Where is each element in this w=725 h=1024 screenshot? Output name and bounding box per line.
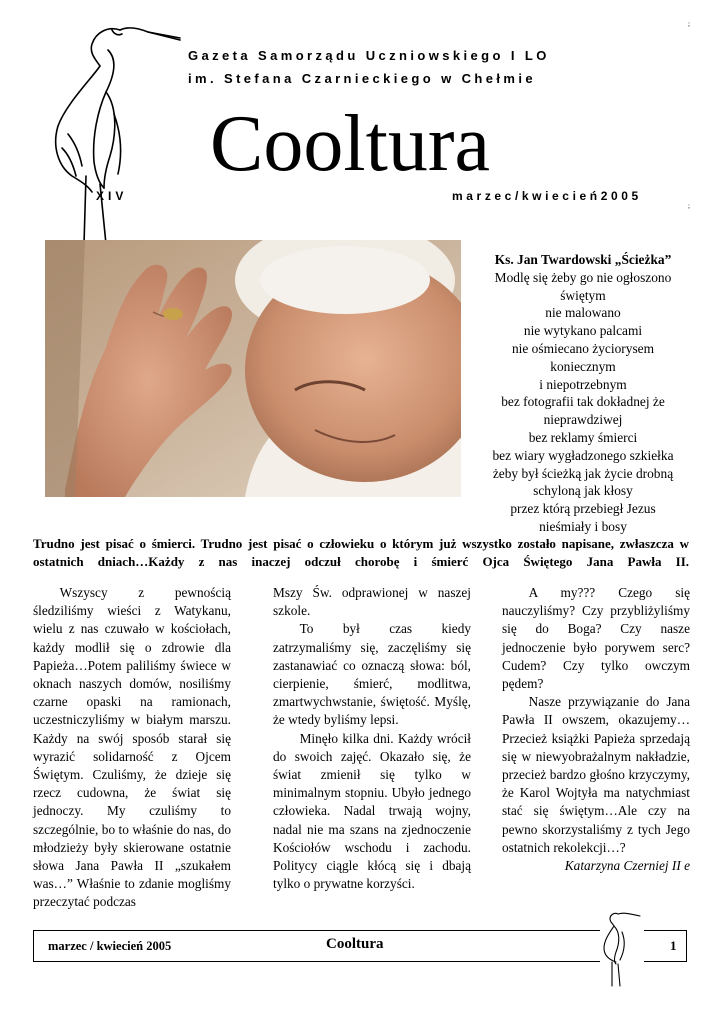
heron-logo: [48, 16, 198, 246]
poem-line: i niepotrzebnym: [539, 376, 627, 392]
poem-line: nie malowano: [545, 305, 621, 321]
issue-date: marzec/kwiecień2005: [452, 189, 642, 203]
header-line-1: Gazeta Samorządu Uczniowskiego I LO: [188, 48, 550, 63]
poem-line: nie wytykano palcami: [523, 323, 643, 339]
poem-line: nieśmiały i bosy: [539, 518, 627, 534]
poem-line: bez fotografii tak dokładnej że: [501, 394, 665, 410]
footer-title: Cooltura: [326, 936, 384, 952]
corner-mark: ;: [688, 20, 690, 28]
issue-number: XIV: [96, 189, 128, 203]
heron-small-icon: [600, 908, 644, 988]
poem-line: nieprawdziwej: [543, 412, 623, 428]
paragraph: Wszyscy z pewnością śledziliśmy wieści z Watykanu, wielu z nas czuwało w kościołach, każdy modlił się o zdrowie dla Papieża…Potem paliliśmy świece w oknach naszych domów, nosiliśmy czarne opaski na ramionach, uczestniczyliśmy w białym marszu. Każdy na swój sposób starał się wyrazić solidarność z Ojcem Świętym. Czuliśmy, że dzieje się rzecz cudowna, że świat się jednoczy. My czuliśmy to szczególnie, bo to właśnie do nas, do młodzieży były skierowane ostatnie słowa Jana Pawła II „szukałem was…” Właśnie to zdanie mogliśmy przeczytać podczas: [33, 585, 231, 910]
paragraph: Mszy Św. odprawionej w naszej szkole.: [273, 585, 471, 619]
article-column-3: [502, 584, 690, 875]
pope-photo: [45, 240, 461, 497]
page-footer: [33, 930, 687, 962]
author-signature: Katarzyna Czerniej II e: [564, 858, 690, 874]
poem-line: przez którą przebiegł Jezus: [510, 501, 656, 517]
poem-line: nie ośmiecano życiorysem: [511, 340, 655, 356]
paragraph: Nasze przywiązanie do Jana Pawła II owszem, okazujemy…Przecież książki Papieża sprzedają się w niewyobrażalnym nakładzie, przecież bardzo głośno krzyczymy, że Karol Wojtyła ma natychmiast stać się świętym…Ale czy na pewno skorzystaliśmy z tych Jego ostatnich rekolekcji…?: [502, 694, 690, 855]
paragraph: To był czas kiedy zatrzymaliśmy się, zaczęliśmy się zastanawiać co oznaczą słowa: ból, cierpienie, śmierć, modlitwa, zmartwychwstanie, świętość. Myślę, że wtedy byliśmy lepsi.: [273, 621, 471, 728]
header-line-2: im. Stefana Czarnieckiego w Chełmie: [188, 71, 537, 86]
page-number: 1: [670, 938, 677, 953]
poem-title: Ks. Jan Twardowski „Ścieżka”: [494, 252, 672, 267]
poem-line: bez reklamy śmierci: [528, 429, 638, 445]
article-column-2: [273, 584, 471, 893]
paragraph: A my??? Czego się nauczyliśmy? Czy przybliżyliśmy się do Boga? Czy nasze jednoczenie było porywem serc? Cudem? Czy tylko owczym pędem?: [502, 585, 690, 692]
poem-line: schyloną jak kłosy: [533, 483, 633, 499]
poem-line: Modlę się żeby go nie ogłoszono: [494, 269, 672, 285]
article-column-1: [33, 584, 231, 912]
poem: [470, 251, 696, 536]
footer-date: marzec / kwiecień 2005: [48, 939, 172, 953]
poem-line: świętym: [560, 287, 606, 303]
poem-line: bez wiary wygładzonego szkiełka: [492, 447, 674, 463]
poem-line: koniecznym: [550, 358, 616, 374]
poem-line: żeby był ścieżką jak życie drobną: [492, 465, 674, 481]
corner-mark: ;: [688, 202, 690, 210]
article-lead: Trudno jest pisać o śmierci. Trudno jest pisać o człowieku o którym już wszystko zostało napisane, zwłaszcza w ostatnich dniach…Każdy z nas inaczej odczuł chorobę i śmierć Ojca Świętego Jana Pawła II.: [33, 536, 689, 569]
masthead-title: Cooltura: [210, 100, 490, 188]
paragraph: Minęło kilka dni. Każdy wrócił do swoich zajęć. Okazało się, że świat zmienił się tylko w minimalnym stopniu. Ubyło jednego człowieka. Nadal trwają wojny, nadal nie ma szans na zjednoczenie Kościołów wschodu i zachodu. Politycy ciągle kłócą się i dbają tylko o prywatne korzyści.: [273, 730, 471, 892]
